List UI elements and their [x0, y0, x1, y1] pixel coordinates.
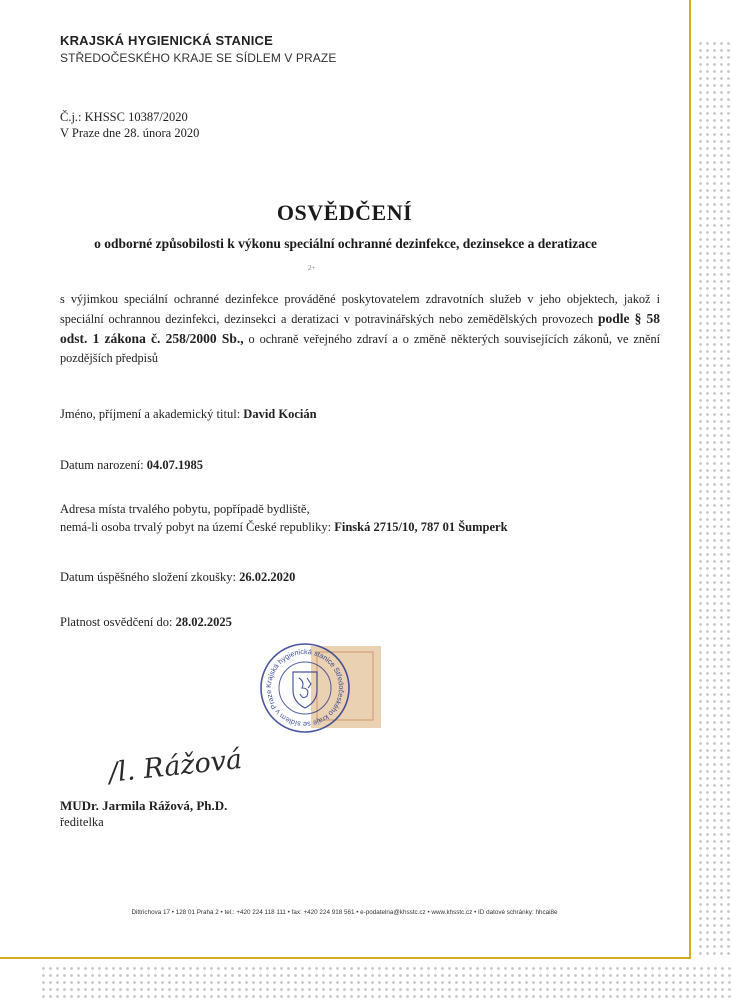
document-title: OSVĚDČENÍ: [276, 200, 413, 225]
exam-value: 26.02.2020: [239, 570, 296, 584]
validity-value: 28.02.2025: [175, 615, 232, 629]
stamp-text: Krajská hygienická stanice Středočeského kraje se sídlem v Praze: [263, 646, 347, 730]
handwritten-signature-icon: [105, 742, 275, 792]
signatory-name: MUDr. Jarmila Rážová, Ph.D.: [60, 798, 228, 813]
signatory-role: ředitelka: [60, 815, 104, 829]
signature-scribble: /l. Rážová: [107, 743, 244, 789]
exam-field: [60, 568, 295, 586]
address-label-2: nemá-li osoba trvalý pobyt na území České republiky:: [60, 520, 332, 534]
signature: [105, 742, 275, 792]
legal-reference: podle § 58 odst. 1 zákona č. 258/2000 Sb.,: [60, 311, 661, 346]
name-field: [60, 405, 317, 423]
address-field: [60, 500, 508, 536]
reference-number: Č.j.: KHSSC 10387/2020: [60, 110, 188, 124]
name-label: Jméno, příjmení a akademický titul:: [60, 407, 241, 421]
validity-label: Platnost osvědčení do:: [60, 615, 173, 629]
small-mark: 2+: [308, 264, 316, 272]
decorative-dot-pattern-right: [697, 40, 731, 955]
address-value: Finská 2715/10, 787 01 Šumperk: [334, 520, 508, 534]
address-label-1: Adresa místa trvalého pobytu, popřípadě bydliště,: [60, 502, 310, 516]
issue-date: V Praze dne 28. února 2020: [60, 126, 200, 140]
official-stamp: [255, 638, 385, 738]
org-name: KRAJSKÁ HYGIENICKÁ STANICE: [60, 33, 273, 48]
org-subtitle: STŘEDOČESKÉHO KRAJE SE SÍDLEM V PRAZE: [60, 51, 337, 65]
exam-label: Datum úspěšného složení zkoušky:: [60, 570, 237, 584]
legal-basis-paragraph: [60, 290, 660, 368]
name-value: David Kocián: [243, 407, 317, 421]
birth-field: [60, 456, 203, 474]
document-subtitle: o odborné způsobilosti k výkonu speciální ochranné dezinfekce, dezinsekce a deratizace: [94, 236, 597, 251]
legal-text-after: o ochraně veřejného zdraví a o změně některých souvisejících zákonů, ve znění pozdějších předpisů: [60, 332, 661, 365]
birth-label: Datum narození:: [60, 458, 144, 472]
footer-contact: Dittrichova 17 • 128 01 Praha 2 • tel.: +420 224 118 111 • fax: +420 224 918 561 • e-podatelna@khsstc.cz • www.khsstc.cz • ID datové schránky: hhcai8e: [131, 909, 558, 916]
validity-field: [60, 613, 232, 631]
decorative-dot-pattern-bottom: [40, 965, 731, 1000]
stamp-icon: [255, 638, 385, 738]
birth-value: 04.07.1985: [146, 458, 204, 472]
legal-text-before: s výjimkou speciální ochranné dezinfekce prováděné poskytovatelem zdravotních služeb v jeho objektech, jakož i speciální ochrannou dezinfekci, dezinsekci a deratizaci v potravinářských nebo zemědělských provozech: [60, 292, 660, 326]
